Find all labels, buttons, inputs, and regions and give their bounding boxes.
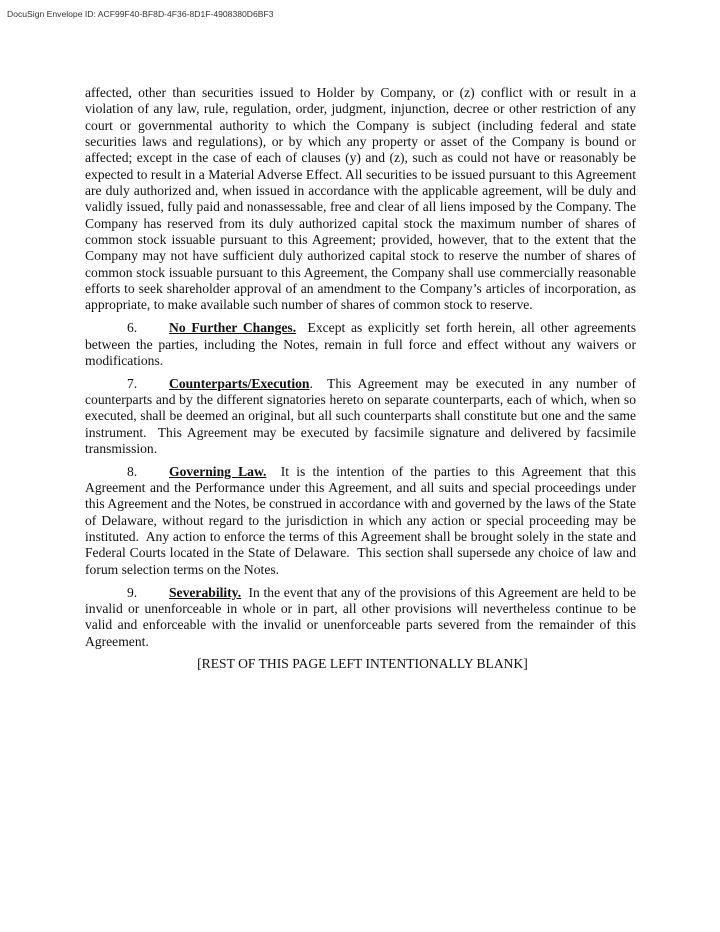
section-number: 7. xyxy=(127,375,138,391)
section-8-governing-law xyxy=(85,463,640,578)
section-heading: Governing Law. xyxy=(169,463,267,479)
section-text: In the event that any of the provisions of this Agreement are held to be invalid or unenforceable in whole or in part, all other provisions will nevertheless continue to be valid and enforceable with the invalid or unenforceable parts severed from the remainder of this Agreement. xyxy=(85,584,640,649)
section-text: . This Agreement may be executed in any number of counterparts and by the different signatories hereto on separate counterparts, each of which, when so executed, shall be deemed an original, but all such counterparts shall constitute but one and the same instrument. This Agreement may be executed by facsimile signature and delivered by facsimile transmission. xyxy=(85,375,640,456)
section-number: 8. xyxy=(127,463,138,479)
section-9-severability xyxy=(85,584,640,650)
section-number: 9. xyxy=(127,584,138,600)
intentionally-blank-note: [REST OF THIS PAGE LEFT INTENTIONALLY BLANK] xyxy=(197,656,528,672)
continuation-paragraph: affected, other than securities issued to Holder by Company, or (z) conflict with or result in a violation of any law, rule, regulation, order, judgment, injunction, decree or other restriction of any court or governmental authority to which the Company is subject (including federal and state securities laws and regulations), or by which any property or asset of the Company is bound or affected; except in the case of each of clauses (y) and (z), such as could not have or reasonably be expected to result in a Material Adverse Effect. All securities to be issued pursuant to this Agreement are duly authorized and, when issued in accordance with the applicable agreement, will be duly and validly issued, fully paid and nonassessable, free and clear of all liens imposed by the Company. The Company has reserved from its duly authorized capital stock the maximum number of shares of common stock issuable pursuant to this Agreement; provided, however, that to the extent that the Company may not have sufficient duly authorized capital stock to reserve the number of shares of common stock issuable pursuant to this Agreement, the Company shall use commercially reasonable efforts to seek shareholder approval of an amendment to the Company’s articles of incorporation, as appropriate, to make available such number of shares of common stock to reserve. xyxy=(85,85,636,313)
section-text: It is the intention of the parties to this Agreement that this Agreement and the Performance under this Agreement, and all suits and special proceedings under this Agreement and the Notes, be construed in accordance with and governed by the laws of the State of Delaware, without regard to the jurisdiction in which any action or special proceeding may be instituted. Any action to enforce the terms of this Agreement shall be brought solely in the state and Federal Courts located in the State of Delaware. This section shall supersede any choice of law and forum selection terms on the Notes. xyxy=(85,463,640,577)
section-heading: Severability. xyxy=(169,584,242,600)
section-heading: Counterparts/Execution xyxy=(169,375,310,391)
section-7-counterparts-execution xyxy=(85,375,640,458)
section-6-no-further-changes xyxy=(85,320,640,369)
section-text: Except as explicitly set forth herein, all other agreements between the parties, including the Notes, remain in full force and effect without any waivers or modifications. xyxy=(85,320,640,368)
section-heading: No Further Changes. xyxy=(169,320,297,336)
document-page-body xyxy=(85,85,640,673)
docusign-envelope-id: DocuSign Envelope ID: ACF99F40-BF8D-4F36-8D1F-4908380D6BF3 xyxy=(7,9,274,19)
section-number: 6. xyxy=(127,320,138,336)
